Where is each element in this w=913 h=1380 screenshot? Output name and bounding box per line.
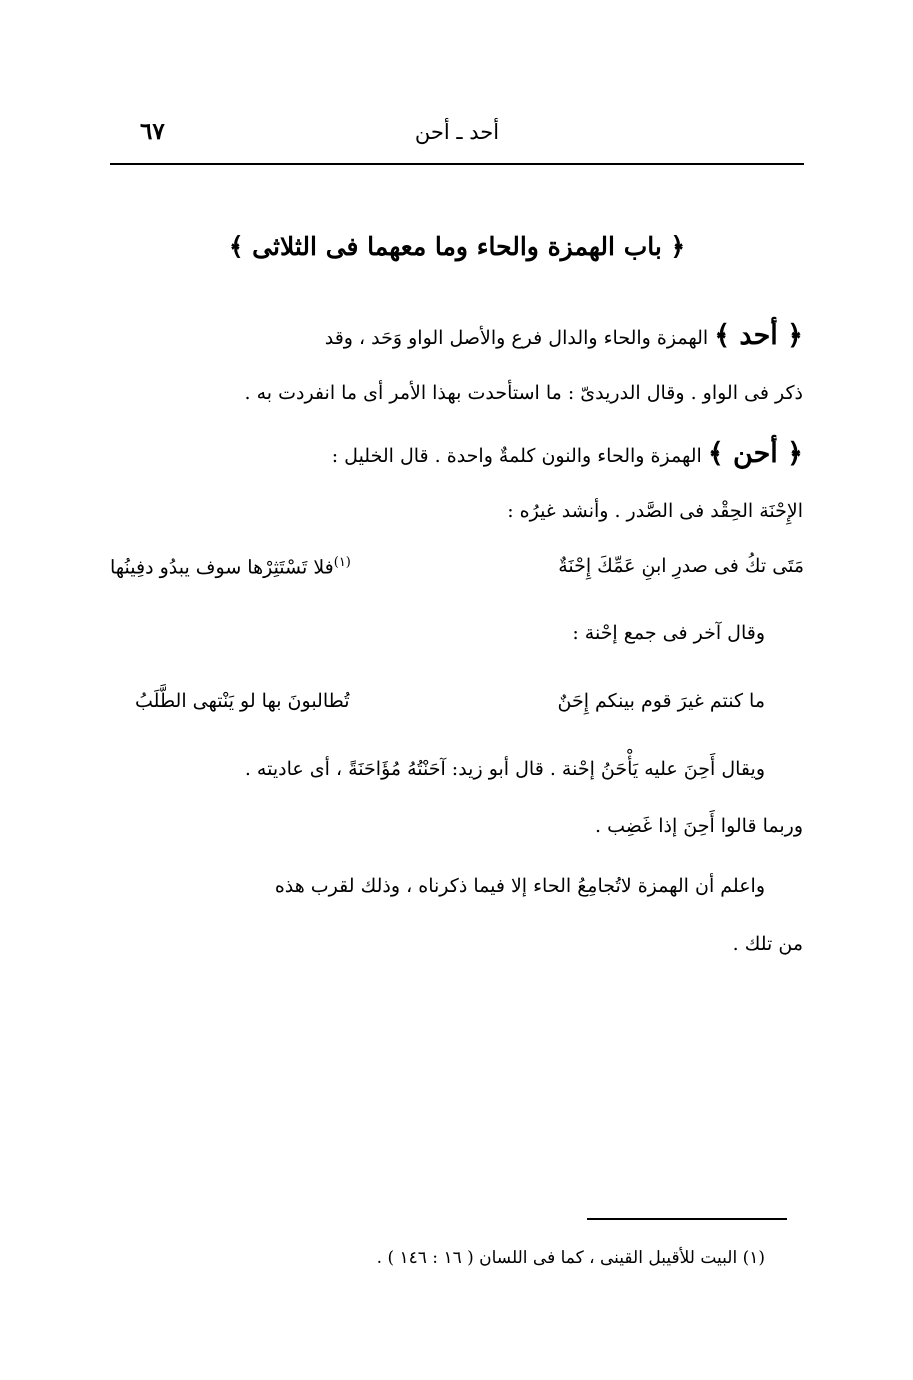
entry-ahan-line-1 (332, 438, 803, 470)
footnote-rule (587, 1218, 787, 1220)
entry-ahad-line-1 (325, 320, 803, 352)
verse-2-first-hemistich: ما كنتم غيرَ قوم بينكم إِحَنٌ (557, 690, 765, 712)
footnote-marker: (١) (333, 555, 351, 570)
entry-ahan-line-5: وربما قالوا أَحِنَ إذا غَضِب . (595, 815, 803, 837)
verse-1-second-hemistich (110, 555, 351, 578)
entry-ahad-line-2: ذكر فى الواو . وقال الدريدىّ : ما استأحدت بهذا الأمر أى ما انفردت به . (244, 382, 803, 404)
verse-2-second-hemistich: تُطالبونَ بها لو يَنْتهى الطَّلَبُ (135, 690, 350, 712)
verse-1-second-hemistich-text: فلا تَسْتَثِرْها سوف يبدُو دفِينُها (110, 556, 334, 579)
header-rule (110, 163, 804, 165)
entry-ahad-text-1: الهمزة والحاء والدال فرع والأصل الواو وَحَد ، وقد (324, 327, 715, 349)
footnote-1: (١) البيت للأقيبل القينى ، كما فى اللسان ( ١٦ : ١٤٦ ) . (376, 1248, 765, 1268)
closing-line-2: من تلك . (732, 933, 803, 955)
verse-2 (135, 690, 765, 720)
closing-line-1: واعلم أن الهمزة لاتُجامِعُ الحاء إلا فيما ذكرناه ، وذلك لقرب هذه (274, 875, 765, 897)
page-header (110, 118, 804, 158)
headword-ahad: ﴿ أحد ﴾ (714, 320, 803, 351)
headword-ahan: ﴿ أحن ﴾ (707, 438, 803, 469)
verse-1-first-hemistich: مَتَى تكُ فى صدرِ ابنِ عَمِّكَ إِحْنَةٌ (558, 555, 804, 577)
page-number: ٦٧ (140, 118, 165, 145)
verse-1 (110, 555, 804, 585)
running-head: أحد ـ أحن (414, 120, 500, 144)
entry-ahan-line-4: ويقال أَحِنَ عليه يَأْحَنُ إحْنة . قال أبو زيد: آحَنْتُهُ مُؤَاحَنَةً ، أى عاديته . (244, 758, 765, 780)
entry-ahan-line-3: وقال آخر فى جمع إحْنة : (572, 622, 765, 644)
entry-ahan-line-2: الإِحْنَة الحِقْد فى الصَّدر . وأنشد غيرُه : (507, 500, 803, 522)
chapter-title: ﴿ باب الهمزة والحاء وما معهما فى الثلاثى ﴾ (228, 232, 686, 261)
entry-ahan-text-1: الهمزة والحاء والنون كلمةٌ واحدة . قال الخليل : (331, 445, 708, 467)
